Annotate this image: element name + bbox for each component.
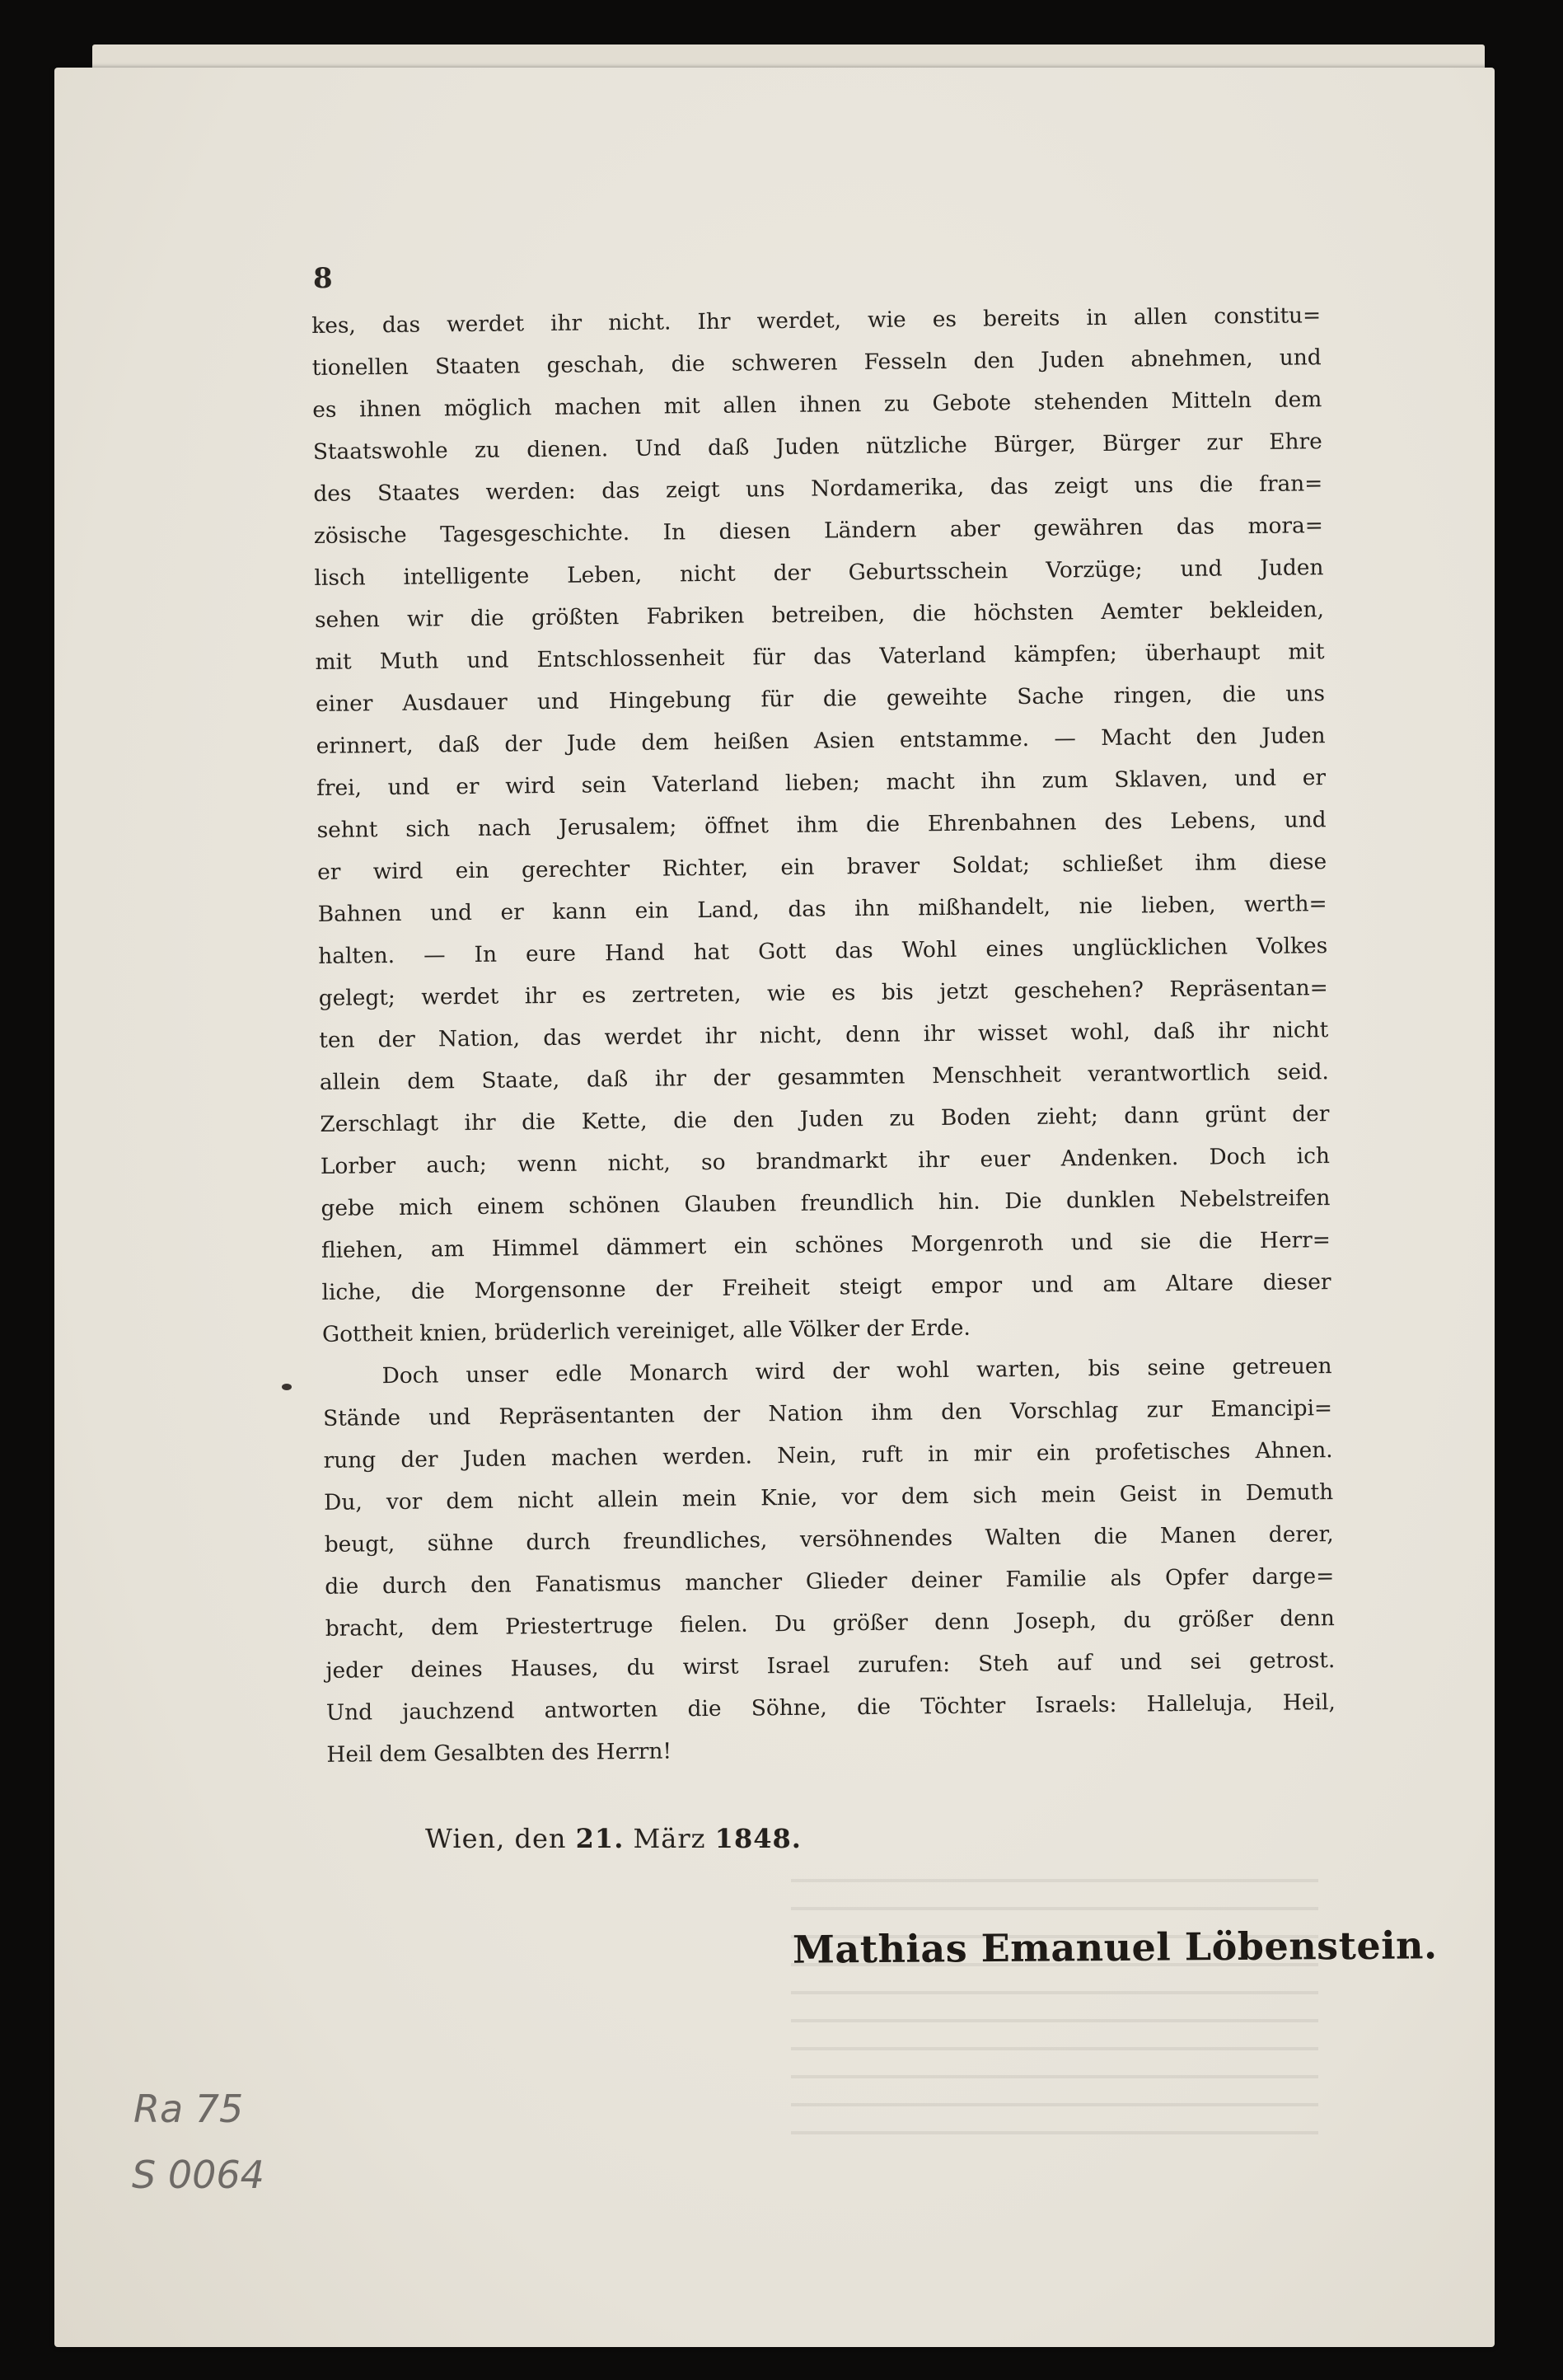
page-number: 8	[313, 262, 333, 295]
text-line: es ihnen möglich machen mit allen ihnen zu Gebote stehenden Mitteln dem	[312, 387, 1322, 423]
text-line: er wird ein gerechter Richter, ein braver Soldat; schließet ihm diese	[317, 849, 1327, 885]
text-line: sehen wir die größten Fabriken betreiben, die höchsten Aemter bekleiden,	[314, 597, 1325, 633]
text-line: Heil dem Gesalbten des Herrn!	[326, 1738, 672, 1768]
text-line: rung der Juden machen werden. Nein, ruft in mir ein profetisches Ahnen.	[323, 1437, 1333, 1473]
text-line: allein dem Staate, daß ihr der gesammten Menschheit verantwortlich seid.	[319, 1059, 1329, 1095]
text-line: Stände und Repräsentanten der Nation ihm den Vorschlag zur Emancipi=	[322, 1395, 1333, 1431]
text-line: gelegt; werdet ihr es zertreten, wie es bis jetzt geschehen? Repräsentan=	[318, 975, 1328, 1011]
text-line: liche, die Morgensonne der Freiheit steigt empor und am Altare dieser	[321, 1269, 1331, 1305]
text-line: erinnert, daß der Jude dem heißen Asien entstamme. — Macht den Juden	[316, 723, 1326, 759]
text-line: die durch den Fanatismus mancher Glieder deiner Familie als Opfer darge=	[325, 1563, 1335, 1600]
text-line: bracht, dem Priestertruge fielen. Du größer denn Joseph, du größer denn	[325, 1605, 1335, 1642]
text-line: jeder deines Hauses, du wirst Israel zurufen: Steh auf und sei getrost.	[325, 1647, 1336, 1684]
handwritten-inventory-number: S 0064	[132, 2153, 264, 2197]
text-line: kes, das werdet ihr nicht. Ihr werdet, wie es bereits in allen constitu=	[311, 302, 1322, 339]
ink-spot	[282, 1384, 292, 1390]
text-line: Bahnen und er kann ein Land, das ihn mißhandelt, nie lieben, werth=	[317, 891, 1327, 927]
text-line: fliehen, am Himmel dämmert ein schönes Morgenroth und sie die Herr=	[321, 1227, 1331, 1263]
text-line: Doch unser edle Monarch wird der wohl warten, bis seine getreuen	[381, 1353, 1332, 1389]
handwritten-shelfmark: Ra 75	[133, 2087, 244, 2131]
text-line: Zerschlagt ihr die Kette, die den Juden zu Boden zieht; dann grünt der	[320, 1101, 1330, 1137]
text-line: ten der Nation, das werdet ihr nicht, denn ihr wisset wohl, daß ihr nicht	[319, 1017, 1329, 1053]
dateline-year: 1848.	[714, 1823, 802, 1854]
author-signature: Mathias Emanuel Löbenstein.	[792, 1923, 1438, 1972]
text-line: einer Ausdauer und Hingebung für die geweihte Sache ringen, die uns	[315, 681, 1326, 717]
text-line: halten. — In eure Hand hat Gott das Wohl eines unglücklichen Volkes	[318, 933, 1328, 969]
text-line: beugt, sühne durch freundliches, versöhnendes Walten die Manen derer,	[324, 1521, 1334, 1558]
text-line: lisch intelligente Leben, nicht der Geburtsschein Vorzüge; und Juden	[314, 555, 1324, 591]
text-line: des Staates werden: das zeigt uns Nordamerika, das zeigt uns die fran=	[313, 471, 1323, 507]
dateline-month: März	[633, 1823, 706, 1854]
text-line: sehnt sich nach Jerusalem; öffnet ihm die Ehrenbahnen des Lebens, und	[316, 807, 1327, 843]
text-line: tionellen Staaten geschah, die schweren Fesseln den Juden abnehmen, und	[311, 344, 1322, 381]
text-line: mit Muth und Entschlossenheit für das Vaterland kämpfen; überhaupt mit	[315, 639, 1325, 675]
text-line: Du, vor dem nicht allein mein Knie, vor dem sich mein Geist in Demuth	[324, 1479, 1334, 1516]
text-line: Und jauchzend antworten die Söhne, die Töchter Israels: Halleluja, Heil,	[325, 1689, 1336, 1726]
dateline	[425, 1823, 802, 1854]
text-line: frei, und er wird sein Vaterland lieben; macht ihn zum Sklaven, und er	[316, 765, 1327, 801]
text-line: gebe mich einem schönen Glauben freundlich hin. Die dunklen Nebelstreifen	[321, 1185, 1331, 1221]
text-line: zösische Tagesgeschichte. In diesen Ländern aber gewähren das mora=	[313, 513, 1324, 549]
text-line: Staatswohle zu dienen. Und daß Juden nützliche Bürger, Bürger zur Ehre	[312, 429, 1322, 465]
body-text	[311, 294, 1336, 1776]
text-line: Lorber auch; wenn nicht, so brandmarkt ihr euer Andenken. Doch ich	[320, 1143, 1331, 1179]
dateline-day: 21.	[575, 1823, 625, 1854]
dateline-place: Wien, den	[425, 1823, 567, 1854]
text-line: Gottheit knien, brüderlich vereiniget, alle Völker der Erde.	[321, 1314, 971, 1347]
